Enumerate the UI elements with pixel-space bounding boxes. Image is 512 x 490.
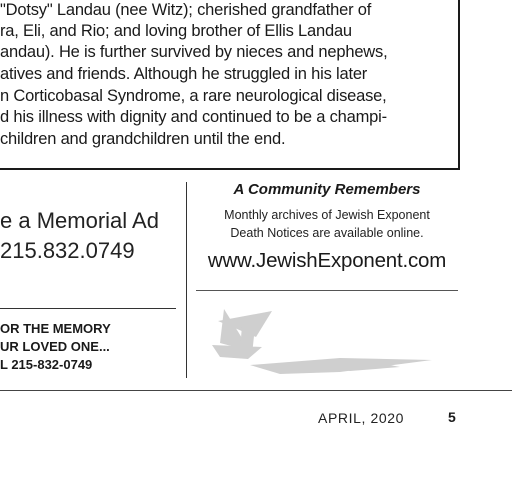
footer-date: APRIL, 2020 — [318, 410, 404, 426]
cta-line: UR LOVED ONE... — [0, 339, 110, 354]
cta-line: OR THE MEMORY — [0, 321, 111, 336]
obituary-line: "Dotsy" Landau (nee Witz); cherished grandfather of — [0, 1, 372, 19]
cta-line: L 215-832-0749 — [0, 357, 93, 372]
community-description-line: Monthly archives of Jewish Exponent — [224, 208, 430, 222]
community-url[interactable]: www.JewishExponent.com — [207, 249, 447, 272]
memorial-cta — [0, 320, 111, 374]
community-description — [196, 206, 458, 242]
obituary-line: d his illness with dignity and continued to be a champi- — [0, 108, 387, 126]
bottom-divider — [0, 390, 512, 391]
stylized-star-of-david-icon — [200, 295, 440, 380]
left-divider — [0, 308, 176, 309]
memorial-ad-heading: e a Memorial Ad — [0, 208, 159, 233]
vertical-divider — [186, 182, 187, 378]
community-remembers — [196, 180, 458, 274]
obituary-line: andau). He is further survived by nieces and nephews, — [0, 43, 388, 61]
obituary-line: ra, Eli, and Rio; and loving brother of Ellis Landau — [0, 22, 352, 40]
obituary-line: n Corticobasal Syndrome, a rare neurological disease, — [0, 87, 387, 105]
memorial-ad — [0, 206, 159, 266]
right-divider — [196, 290, 458, 291]
community-description-line: Death Notices are available online. — [230, 226, 424, 240]
page-number: 5 — [448, 409, 456, 425]
obituary-line: children and grandchildren until the end. — [0, 130, 286, 148]
memorial-ad-phone: 215.832.0749 — [0, 238, 135, 263]
obituary-line: atives and friends. Although he struggled in his later — [0, 65, 368, 83]
community-title: A Community Remembers — [233, 181, 421, 198]
